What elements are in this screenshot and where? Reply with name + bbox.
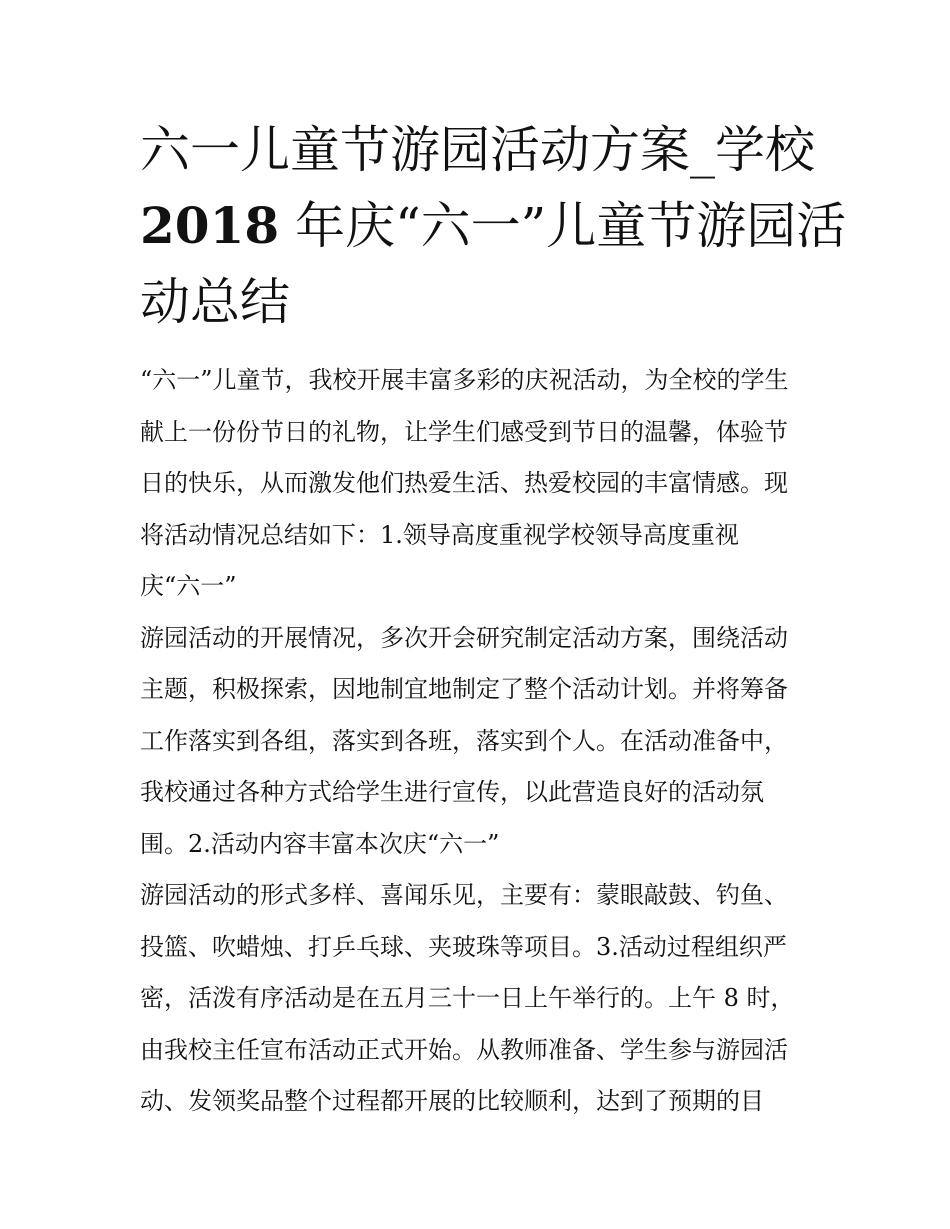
title-line-1: 六一儿童节游园活动方案_学校 xyxy=(140,121,815,179)
body-line: 动、发领奖品整个过程都开展的比较顺利，达到了预期的目 xyxy=(140,1087,764,1115)
body-line: 日的快乐，从而激发他们热爱生活、热爱校园的丰富情感。现 xyxy=(140,469,788,497)
body-line: “六一”儿童节，我校开展丰富多彩的庆祝活动，为全校的学生 xyxy=(140,366,789,394)
body-line: 围。2.活动内容丰富本次庆“六一” xyxy=(140,829,500,858)
body-line: 投篮、吹蜡烛、打乒乓球、夹玻珠等项目。3.活动过程组织严 xyxy=(140,932,787,961)
document-body xyxy=(140,355,830,1128)
body-line: 庆“六一” xyxy=(140,572,237,600)
document-title xyxy=(140,112,847,340)
body-line: 将活动情况总结如下：1.领导高度重视学校领导高度重视 xyxy=(140,520,739,549)
title-line-3: 动总结 xyxy=(140,273,290,331)
title-year: 2018 xyxy=(140,196,280,255)
body-line: 游园活动的开展情况，多次开会研究制定活动方案，围绕活动 xyxy=(140,623,788,652)
body-line: 工作落实到各组，落实到各班，落实到个人。在活动准备中， xyxy=(140,726,788,755)
body-line: 主题，积极探索，因地制宜地制定了整个活动计划。并将筹备 xyxy=(140,675,788,703)
body-line: 我校通过各种方式给学生进行宣传，以此营造良好的活动氛 xyxy=(140,778,764,806)
title-line-2-text: 年庆“六一”儿童节游园活 xyxy=(295,197,847,255)
title-line-2 xyxy=(140,188,847,264)
body-line: 献上一份份节日的礼物，让学生们感受到节日的温馨，体验节 xyxy=(140,417,788,446)
body-line: 由我校主任宣布活动正式开始。从教师准备、学生参与游园活 xyxy=(140,1035,788,1064)
body-line: 游园活动的形式多样、喜闻乐见，主要有：蒙眼敲鼓、钓鱼、 xyxy=(140,881,788,909)
body-line: 密，活泼有序活动是在五月三十一日上午举行的。上午 8 时， xyxy=(140,984,795,1012)
